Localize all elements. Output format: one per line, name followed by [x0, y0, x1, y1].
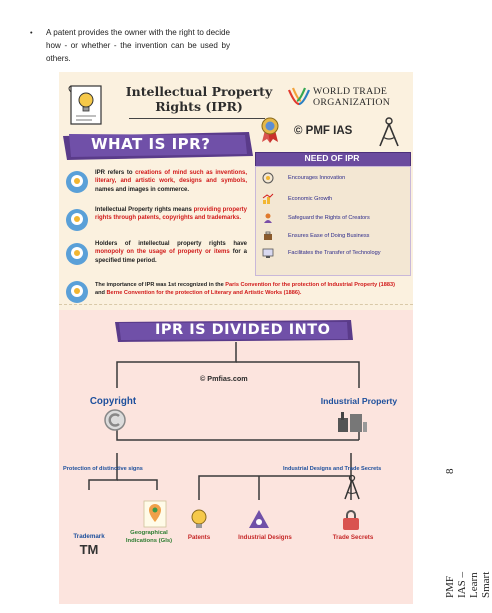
need-item: Encourages Innovation — [288, 175, 346, 181]
trade-secrets-lock-icon — [339, 508, 363, 532]
bulb-gear-icon — [262, 172, 274, 184]
bullet-marker: • — [30, 28, 33, 37]
compass-icon — [375, 116, 403, 148]
industrial-property-node: Industrial Property — [320, 396, 398, 406]
ipr-meaning-para: Intellectual Property rights means providing property rights through patents, copyrights and trademarks. — [95, 207, 247, 222]
bullet-text: A patent provides the owner with the right to decide how - or whether - the invention can be used by others. — [46, 28, 230, 64]
infographic-title: Intellectual Property Rights (IPR) — [125, 84, 273, 114]
ipr-tree-connectors — [59, 310, 413, 604]
need-list-box — [255, 166, 411, 276]
creator-shield-icon — [262, 212, 274, 224]
brain-head-icon — [65, 208, 89, 232]
factory-tools-icon — [335, 408, 369, 436]
wto-name: WORLD TRADE ORGANIZATION — [313, 86, 391, 108]
need-item: Economic Growth — [288, 196, 333, 202]
technology-transfer-icon — [262, 247, 274, 259]
title-underline — [129, 118, 265, 119]
need-item: Safeguard the Rights of Creators — [288, 215, 370, 221]
designs-secrets-node: Industrial Designs and Trade Secrets — [283, 466, 382, 472]
section-divider — [59, 304, 413, 305]
divided-heading: IPR IS DIVIDED INTO — [155, 322, 331, 338]
page-number: 8 — [444, 468, 456, 474]
patents-node: Patents — [187, 534, 211, 541]
ipr-importance-para: The importance of IPR was 1st recognized in the Paris Convention for the protection of Industrial Property (1883) and Berne Convention for the protection of Literary and Artistic Works (1886). — [95, 282, 395, 297]
brain-head-icon — [65, 170, 89, 194]
brain-head-icon — [65, 242, 89, 266]
ipr-holders-para: Holders of intellectual property rights have monopoly on the usage of property or items for a specified time period. — [95, 241, 247, 264]
brain-head-icon — [65, 280, 89, 304]
trademark-node: Trademark — [73, 533, 105, 540]
gi-node: Geographical Indications (GIs) — [125, 530, 173, 544]
idea-document-icon — [67, 82, 111, 128]
growth-coins-icon — [262, 193, 274, 205]
industrial-designs-node: Industrial Designs — [238, 534, 292, 541]
patent-lightbulb-icon — [189, 508, 209, 532]
business-handshake-icon — [262, 230, 274, 242]
copyright-icon — [103, 408, 127, 432]
ipr-definition-para: IPR refers to creations of mind such as inventions, literary, and artistic work, designs and symbols, names and images in commerce. — [95, 170, 247, 193]
brand-label: © PMF IAS — [294, 125, 353, 137]
need-heading: NEED OF IPR — [304, 153, 360, 163]
industrial-designs-icon — [247, 508, 271, 532]
need-item: Ensures Ease of Doing Business — [288, 233, 370, 239]
gi-location-icon — [143, 500, 167, 528]
protection-signs-node: Protection of distinctive signs — [63, 466, 143, 472]
award-medal-icon — [259, 116, 281, 144]
need-item: Facilitates the Transfer of Technology — [288, 250, 381, 256]
side-label: PMF IAS – Learn Smart — [444, 571, 492, 598]
compass-icon — [341, 474, 363, 500]
copyright-node: Copyright — [89, 396, 137, 407]
site-label: © Pmfias.com — [200, 374, 248, 383]
what-is-heading: WHAT IS IPR? — [91, 135, 211, 153]
wto-logo-icon — [287, 86, 311, 108]
trade-secrets-node: Trade Secrets — [332, 534, 374, 541]
ipr-infographic — [59, 72, 413, 604]
tm-symbol: TM — [79, 542, 99, 557]
